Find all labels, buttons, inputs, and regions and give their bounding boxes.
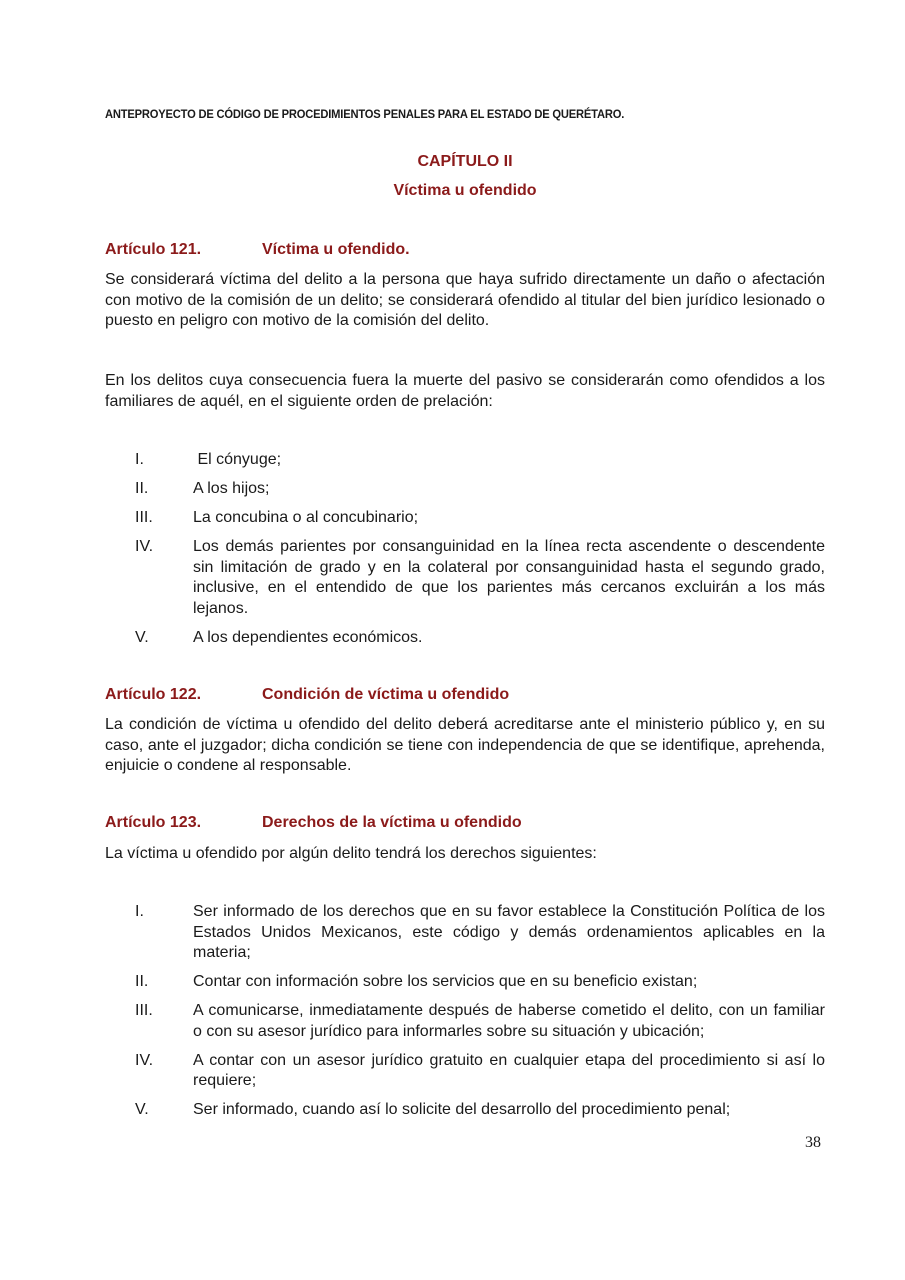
list-item-numeral: V. [135,628,149,646]
article-121-title: Víctima u ofendido. [262,241,410,258]
list-item-numeral: III. [135,509,153,526]
list-item-numeral: IV. [135,538,154,555]
list-item-numeral: II. [135,480,149,497]
list-item-text: A los hijos; [193,480,270,497]
list-item-numeral: IV. [135,1051,154,1069]
list-item [105,628,825,649]
article-123-number: Artículo 123. [105,814,202,831]
list-item [105,1051,825,1092]
list-item-text: Los demás parientes por consanguinidad en la línea recta ascendente o descendente sin limitación de grado y en la colateral por consanguinidad hasta el segundo grado, inclusive, en el entendido de que los parientes más cercanos excluirán a los más lejanos. [193,538,825,617]
list-item [105,479,825,500]
document-header-title: ANTEPROYECTO DE CÓDIGO DE PROCEDIMIENTOS PENALES PARA EL ESTADO DE QUERÉTARO. [105,107,625,121]
list-item [105,972,825,993]
list-item [105,537,825,619]
page-number: 38 [805,1134,821,1151]
list-item-numeral: I. [135,903,144,920]
list-item-numeral: V. [135,1101,149,1118]
article-123-list [105,902,825,1129]
list-item-text: A comunicarse, inmediatamente después de haberse cometido el delito, con un familiar o con su asesor jurídico para informarles sobre su situación y ubicación; [193,1002,825,1040]
article-123-title: Derechos de la víctima u ofendido [262,814,522,831]
list-item [105,450,825,471]
list-item-numeral: I. [135,451,144,468]
document-page [105,0,825,1280]
list-item-text: Ser informado, cuando así lo solicite del desarrollo del procedimiento penal; [193,1101,731,1118]
list-item-text: Ser informado de los derechos que en su favor establece la Constitución Política de los Estados Unidos Mexicanos, este código y demás ordenamientos aplicables en la materia; [193,903,825,961]
list-item [105,902,825,964]
list-item-text: A contar con un asesor jurídico gratuito en cualquier etapa del procedimiento si así lo requiere; [193,1051,825,1089]
list-item-text: El cónyuge; [193,451,282,468]
article-121-number: Artículo 121. [105,241,202,258]
list-item [105,508,825,529]
list-item [105,1100,825,1121]
list-item-text: Contar con información sobre los servicios que en su beneficio existan; [193,973,698,990]
article-122-number: Artículo 122. [105,686,202,703]
list-item-numeral: II. [135,973,149,990]
list-item [105,1001,825,1042]
article-122-paragraph: La condición de víctima u ofendido del delito deberá acreditarse ante el ministerio público y, en su caso, ante el juzgador; dicha condición se tiene con independencia de que se identifique, aprehenda, enjuicie o condene al responsable. [105,716,825,774]
article-121-paragraph-1: Se considerará víctima del delito a la persona que haya sufrido directamente un daño o afectación con motivo de la comisión de un delito; se considerará ofendido al titular del bien jurídico lesionado o puesto en peligro con motivo de la comisión del delito. [105,271,825,329]
list-item-text: La concubina o al concubinario; [193,509,419,526]
chapter-number: CAPÍTULO II [417,153,513,170]
chapter-title: Víctima u ofendido [393,182,537,199]
article-123-paragraph: La víctima u ofendido por algún delito tendrá los derechos siguientes: [105,845,597,862]
article-121-heading [105,241,410,259]
list-item-text: A los dependientes económicos. [193,628,423,646]
article-121-list [105,450,825,657]
article-122-heading [105,686,509,704]
article-122-title: Condición de víctima u ofendido [262,686,510,703]
list-item-numeral: III. [135,1002,153,1019]
article-121-paragraph-2: En los delitos cuya consecuencia fuera la muerte del pasivo se considerarán como ofendidos a los familiares de aquél, en el siguiente orden de prelación: [105,372,825,410]
article-123-heading [105,814,522,832]
